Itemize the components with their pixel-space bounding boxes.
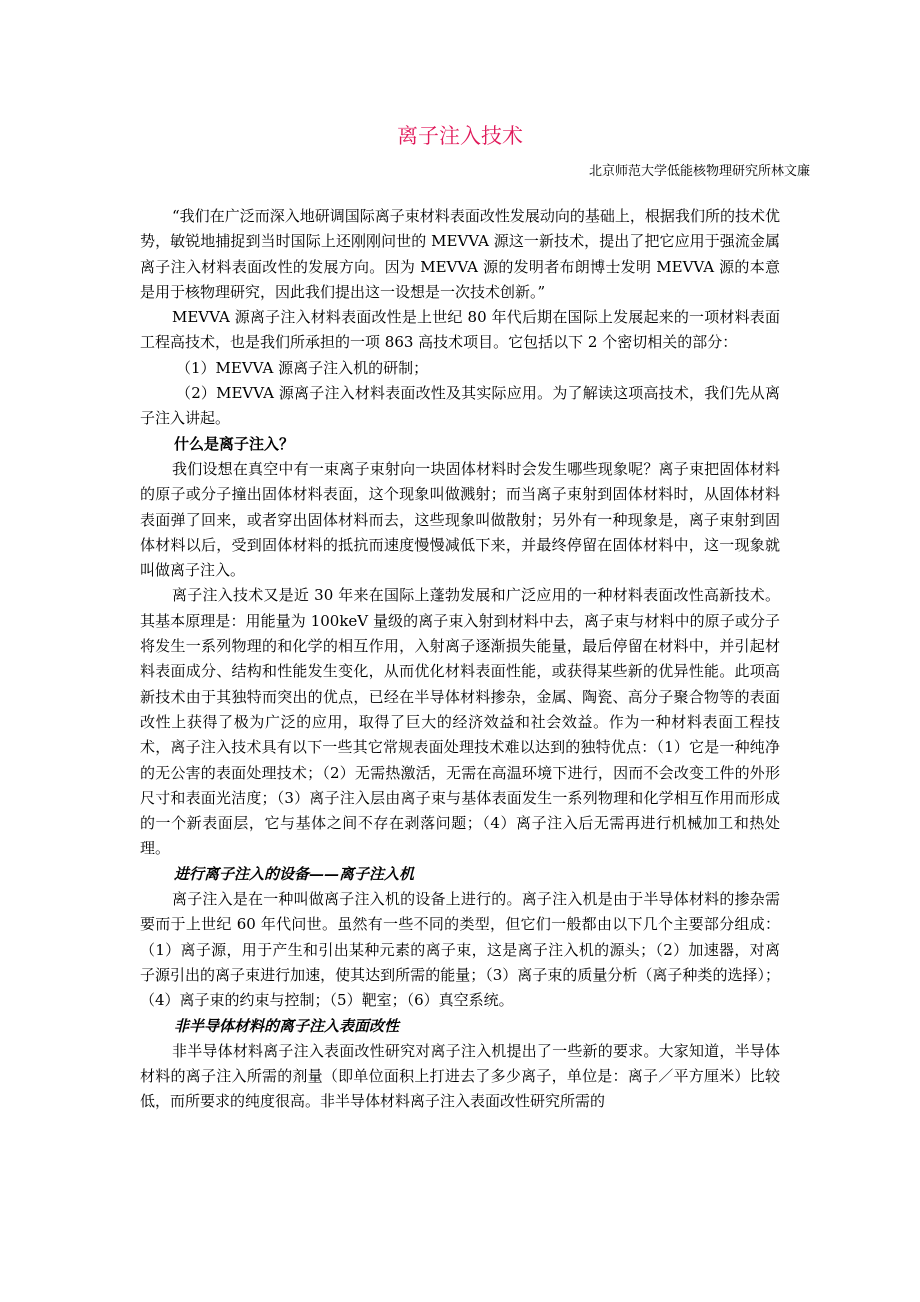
section-heading: 进行离子注入的设备——离子注入机 (174, 864, 415, 883)
paragraph: 离子注入技术又是近 30 年来在国际上蓬勃发展和广泛应用的一种材料表面改性高新技术。其基本原理是：用能量为 100keV 量级的离子束入射到材料中去，离子束与材料中的原子或分子将发生一系列物理的和化学的相互作用，入射离子逐渐损失能量，最后停留在材料中，并引起材料表面成分、结构和性能发生变化，从而优化材料表面性能，或获得某些新的优异性能。此项高新技术由于其独特而突出的优点，已经在半导体材料掺杂，金属、陶瓷、高分子聚合物等的表面改性上获得了极为广泛的应用，取得了巨大的经济效益和社会效益。作为一种材料表面工程技术，离子注入技术具有以下一些其它常规表面处理技术难以达到的独特优点：（1）它是一种纯净的无公害的表面处理技术；（2）无需热激活，无需在高温环境下进行，因而不会改变工件的外形尺寸和表面光洁度；（3）离子注入层由离子束与基体表面发生一系列物理和化学相互作用而形成的一个新表面层，它与基体之间不存在剥落问题；（4）离子注入后无需再进行机械加工和热处理。 (140, 586, 780, 858)
section-heading: 什么是离子注入？ (174, 434, 295, 453)
author-line: 北京师范大学低能核物理研究所林文廉 (588, 164, 810, 179)
document-title: 离子注入技术 (397, 124, 523, 148)
paragraph: 我们设想在真空中有一束离子束射向一块固体材料时会发生哪些现象呢？离子束把固体材料的原子或分子撞出固体材料表面，这个现象叫做溅射；而当离子束射到固体材料时，从固体材料表面弹了回来，或者穿出固体材料而去，这些现象叫做散射；另外有一种现象是，离子束射到固体材料以后，受到固体材料的抵抗而速度慢慢减低下来，并最终停留在固体材料中，这一现象就叫做离子注入。 (140, 459, 780, 580)
paragraph: 离子注入是在一种叫做离子注入机的设备上进行的。离子注入机是由于半导体材料的掺杂需要而于上世纪 60 年代问世。虽然有一些不同的类型，但它们一般都由以下几个主要部分组成：（1）离子源，用于产生和引出某种元素的离子束，这是离子注入机的源头；（2）加速器，对离子源引出的离子束进行加速，使其达到所需的能量；（3）离子束的质量分析（离子种类的选择）；（4）离子束的约束与控制；（5）靶室；（6）真空系统。 (140, 890, 780, 1010)
section-heading: 非半导体材料的离子注入表面改性 (174, 1016, 400, 1035)
list-item: （1）MEVVA 源离子注入机的研制； (176, 358, 429, 377)
intro-paragraph: MEVVA 源离子注入材料表面改性是上世纪 80 年代后期在国际上发展起来的一项材料表面工程高技术，也是我们所承担的一项 863 高技术项目。它包括以下 2 个密切相关的部分： (140, 308, 780, 352)
list-item: （2）MEVVA 源离子注入材料表面改性及其实际应用。为了解读这项高技术，我们先从离子注入讲起。 (140, 384, 780, 428)
paragraph: 非半导体材料离子注入表面改性研究对离子注入机提出了一些新的要求。大家知道，半导体材料的离子注入所需的剂量（即单位面积上打进去了多少离子，单位是：离子／平方厘米）比较低，而所要求的纯度很高。非半导体材料离子注入表面改性研究所需的 (140, 1041, 780, 1111)
document-body (140, 204, 780, 1115)
quote-paragraph: “我们在广泛而深入地研调国际离子束材料表面改性发展动向的基础上，根据我们所的技术优势，敏锐地捕捉到当时国际上还刚刚问世的 MEVVA 源这一新技术，提出了把它应用于强流金属离子注入材料表面改性的发展方向。因为 MEVVA 源的发明者布朗博士发明 MEVVA 源的本意是用于核物理研究，因此我们提出这一设想是一次技术创新。” (140, 207, 780, 301)
